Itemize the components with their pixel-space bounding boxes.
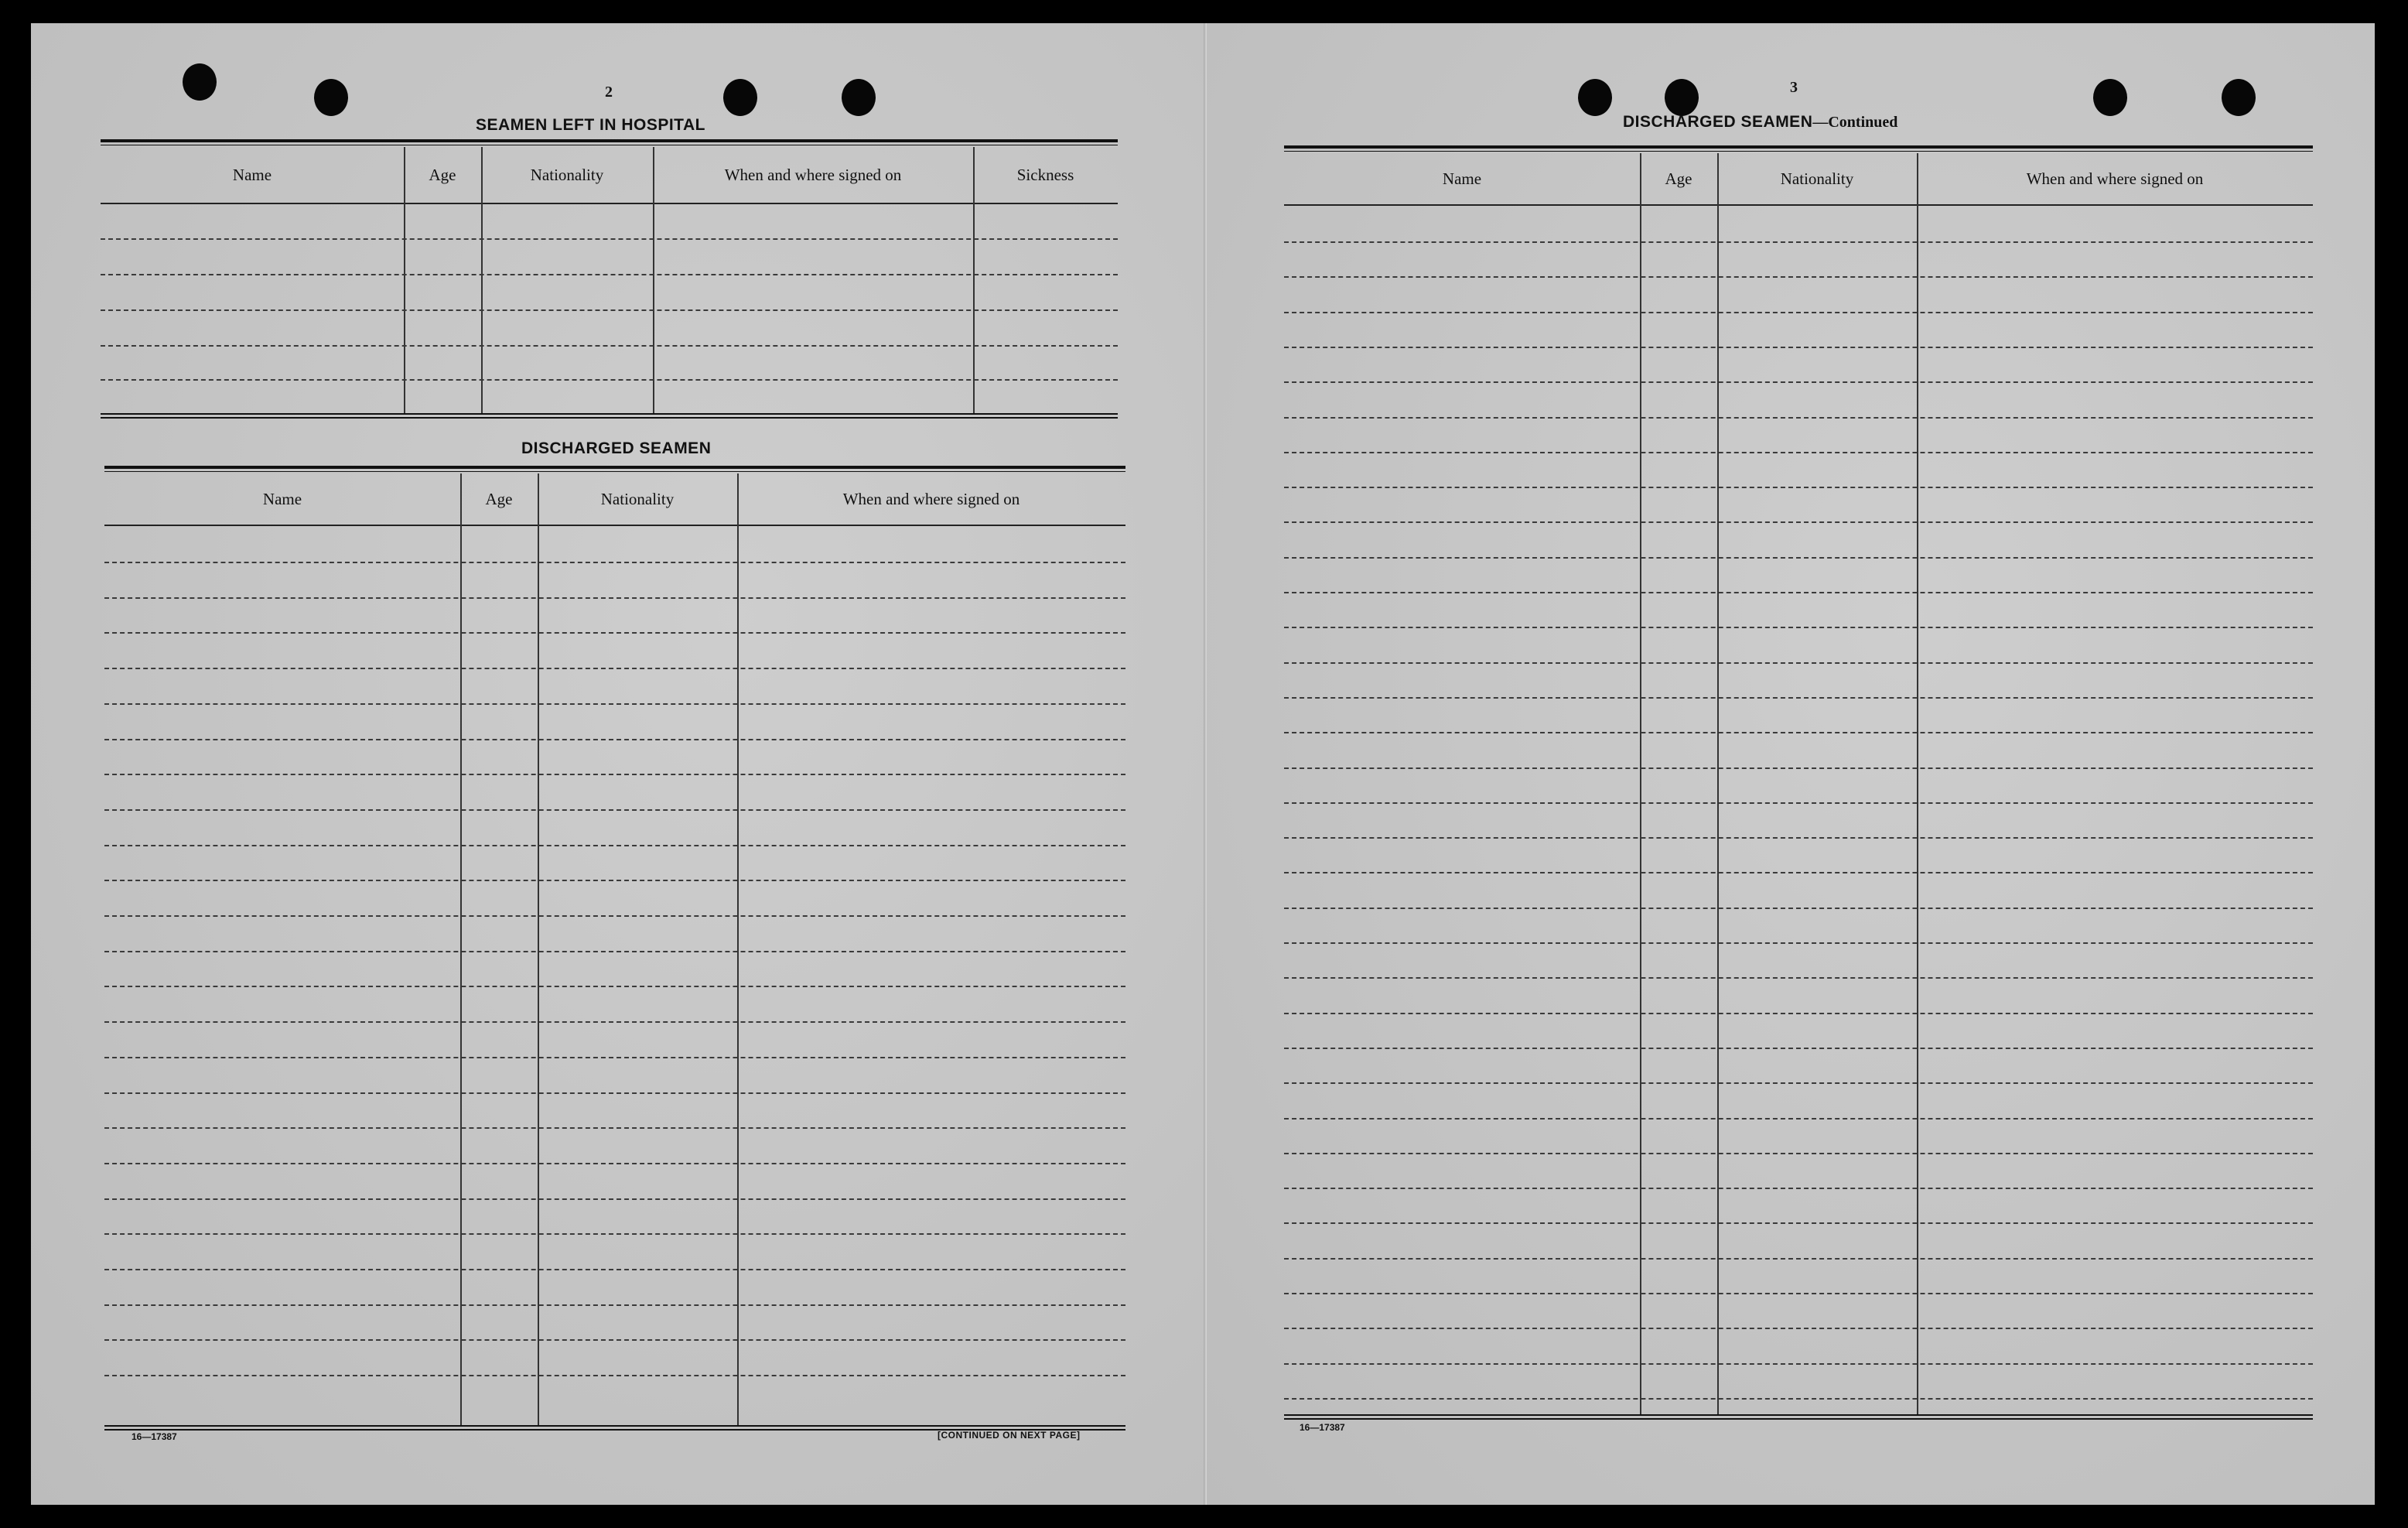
continued-note: [CONTINUED ON NEXT PAGE] — [938, 1430, 1081, 1441]
table-row — [1284, 521, 2313, 523]
table-row — [1284, 1258, 2313, 1260]
table-row — [1284, 452, 2313, 453]
table-row — [1284, 276, 2313, 278]
table-row — [1284, 627, 2313, 628]
punch-hole — [1578, 79, 1612, 116]
column-header: Name — [262, 489, 302, 508]
table-row — [101, 345, 1118, 347]
punch-hole — [723, 79, 757, 116]
table-row — [104, 1127, 1125, 1129]
column-header: When and where signed on — [724, 165, 902, 184]
discharged-table — [1284, 145, 2313, 1414]
column-header: Name — [1442, 169, 1482, 188]
table-row — [1284, 347, 2313, 348]
table-row — [104, 597, 1125, 599]
table-row — [1284, 312, 2313, 313]
table-header — [104, 473, 1125, 526]
table-row — [1284, 977, 2313, 979]
column-header: Age — [429, 165, 456, 184]
table-row — [104, 668, 1125, 669]
table-row — [104, 1233, 1125, 1235]
column-header: Nationality — [600, 489, 675, 508]
table-row — [104, 1092, 1125, 1094]
column-header: Name — [232, 165, 272, 184]
table-row — [1284, 381, 2313, 383]
table-row — [104, 1269, 1125, 1270]
page-number: 3 — [1790, 79, 1798, 96]
punch-hole — [1665, 79, 1699, 116]
column-header: When and where signed on — [2026, 169, 2204, 188]
form-code: 16—17387 — [1300, 1422, 1345, 1433]
table-row — [1284, 802, 2313, 804]
table-row — [104, 986, 1125, 987]
table-row — [1284, 908, 2313, 909]
table-row — [104, 1198, 1125, 1200]
table-row — [104, 1339, 1125, 1341]
punch-hole — [2222, 79, 2256, 116]
table-row — [101, 274, 1118, 275]
table-row — [1284, 1188, 2313, 1189]
table-row — [104, 739, 1125, 740]
table-row — [1284, 1363, 2313, 1365]
table-row — [104, 951, 1125, 952]
column-header: Nationality — [1780, 169, 1854, 188]
table-row — [1284, 942, 2313, 944]
table-row — [104, 703, 1125, 705]
table-row — [1284, 417, 2313, 419]
column-header: Age — [1665, 169, 1692, 188]
table-row — [104, 880, 1125, 881]
table-row — [1284, 662, 2313, 664]
table-row — [104, 562, 1125, 563]
section-title-suffix: —Continued — [1812, 114, 1898, 131]
table-header — [101, 147, 1118, 204]
table-row — [1284, 487, 2313, 488]
section-title-discharged: DISCHARGED SEAMEN — [521, 439, 712, 457]
table-row — [1284, 872, 2313, 873]
table-row — [1284, 1328, 2313, 1329]
section-title-discharged-continued — [1623, 113, 1897, 132]
table-row — [1284, 697, 2313, 699]
table-row — [104, 1375, 1125, 1376]
table-row — [1284, 1048, 2313, 1049]
section-title-hospital: SEAMEN LEFT IN HOSPITAL — [476, 116, 705, 134]
table-header — [1284, 153, 2313, 206]
table-row — [104, 845, 1125, 846]
table-row — [104, 809, 1125, 811]
column-header: Age — [485, 489, 513, 508]
table-row — [104, 1057, 1125, 1058]
table-row — [1284, 1153, 2313, 1154]
table-row — [104, 1021, 1125, 1023]
table-row — [1284, 1222, 2313, 1224]
section-title-text: DISCHARGED SEAMEN — [1623, 113, 1813, 131]
table-row — [104, 1163, 1125, 1164]
table-row — [1284, 557, 2313, 559]
table-row — [1284, 767, 2313, 769]
table-row — [1284, 1398, 2313, 1400]
table-row — [101, 309, 1118, 311]
table-row — [1284, 1118, 2313, 1120]
table-row — [1284, 592, 2313, 593]
table-row — [1284, 1082, 2313, 1084]
page-number: 2 — [605, 84, 613, 101]
hospital-table — [101, 139, 1118, 449]
discharged-table — [104, 466, 1125, 1433]
table-row — [101, 379, 1118, 381]
table-row — [1284, 1013, 2313, 1014]
punch-hole — [2093, 79, 2127, 116]
punch-hole — [842, 79, 876, 116]
right-page — [1207, 23, 2375, 1505]
punch-hole — [183, 63, 217, 101]
table-row — [1284, 732, 2313, 733]
table-row — [1284, 837, 2313, 839]
table-row — [104, 774, 1125, 775]
column-header: Sickness — [1016, 165, 1074, 184]
column-header: When and where signed on — [842, 489, 1020, 508]
column-header: Nationality — [530, 165, 604, 184]
table-row — [101, 238, 1118, 240]
table-row — [1284, 1293, 2313, 1294]
table-row — [1284, 241, 2313, 243]
table-row — [104, 632, 1125, 634]
punch-hole — [314, 79, 348, 116]
table-row — [104, 1304, 1125, 1306]
left-page — [31, 23, 1207, 1505]
form-code: 16—17387 — [132, 1431, 177, 1442]
table-row — [104, 915, 1125, 917]
